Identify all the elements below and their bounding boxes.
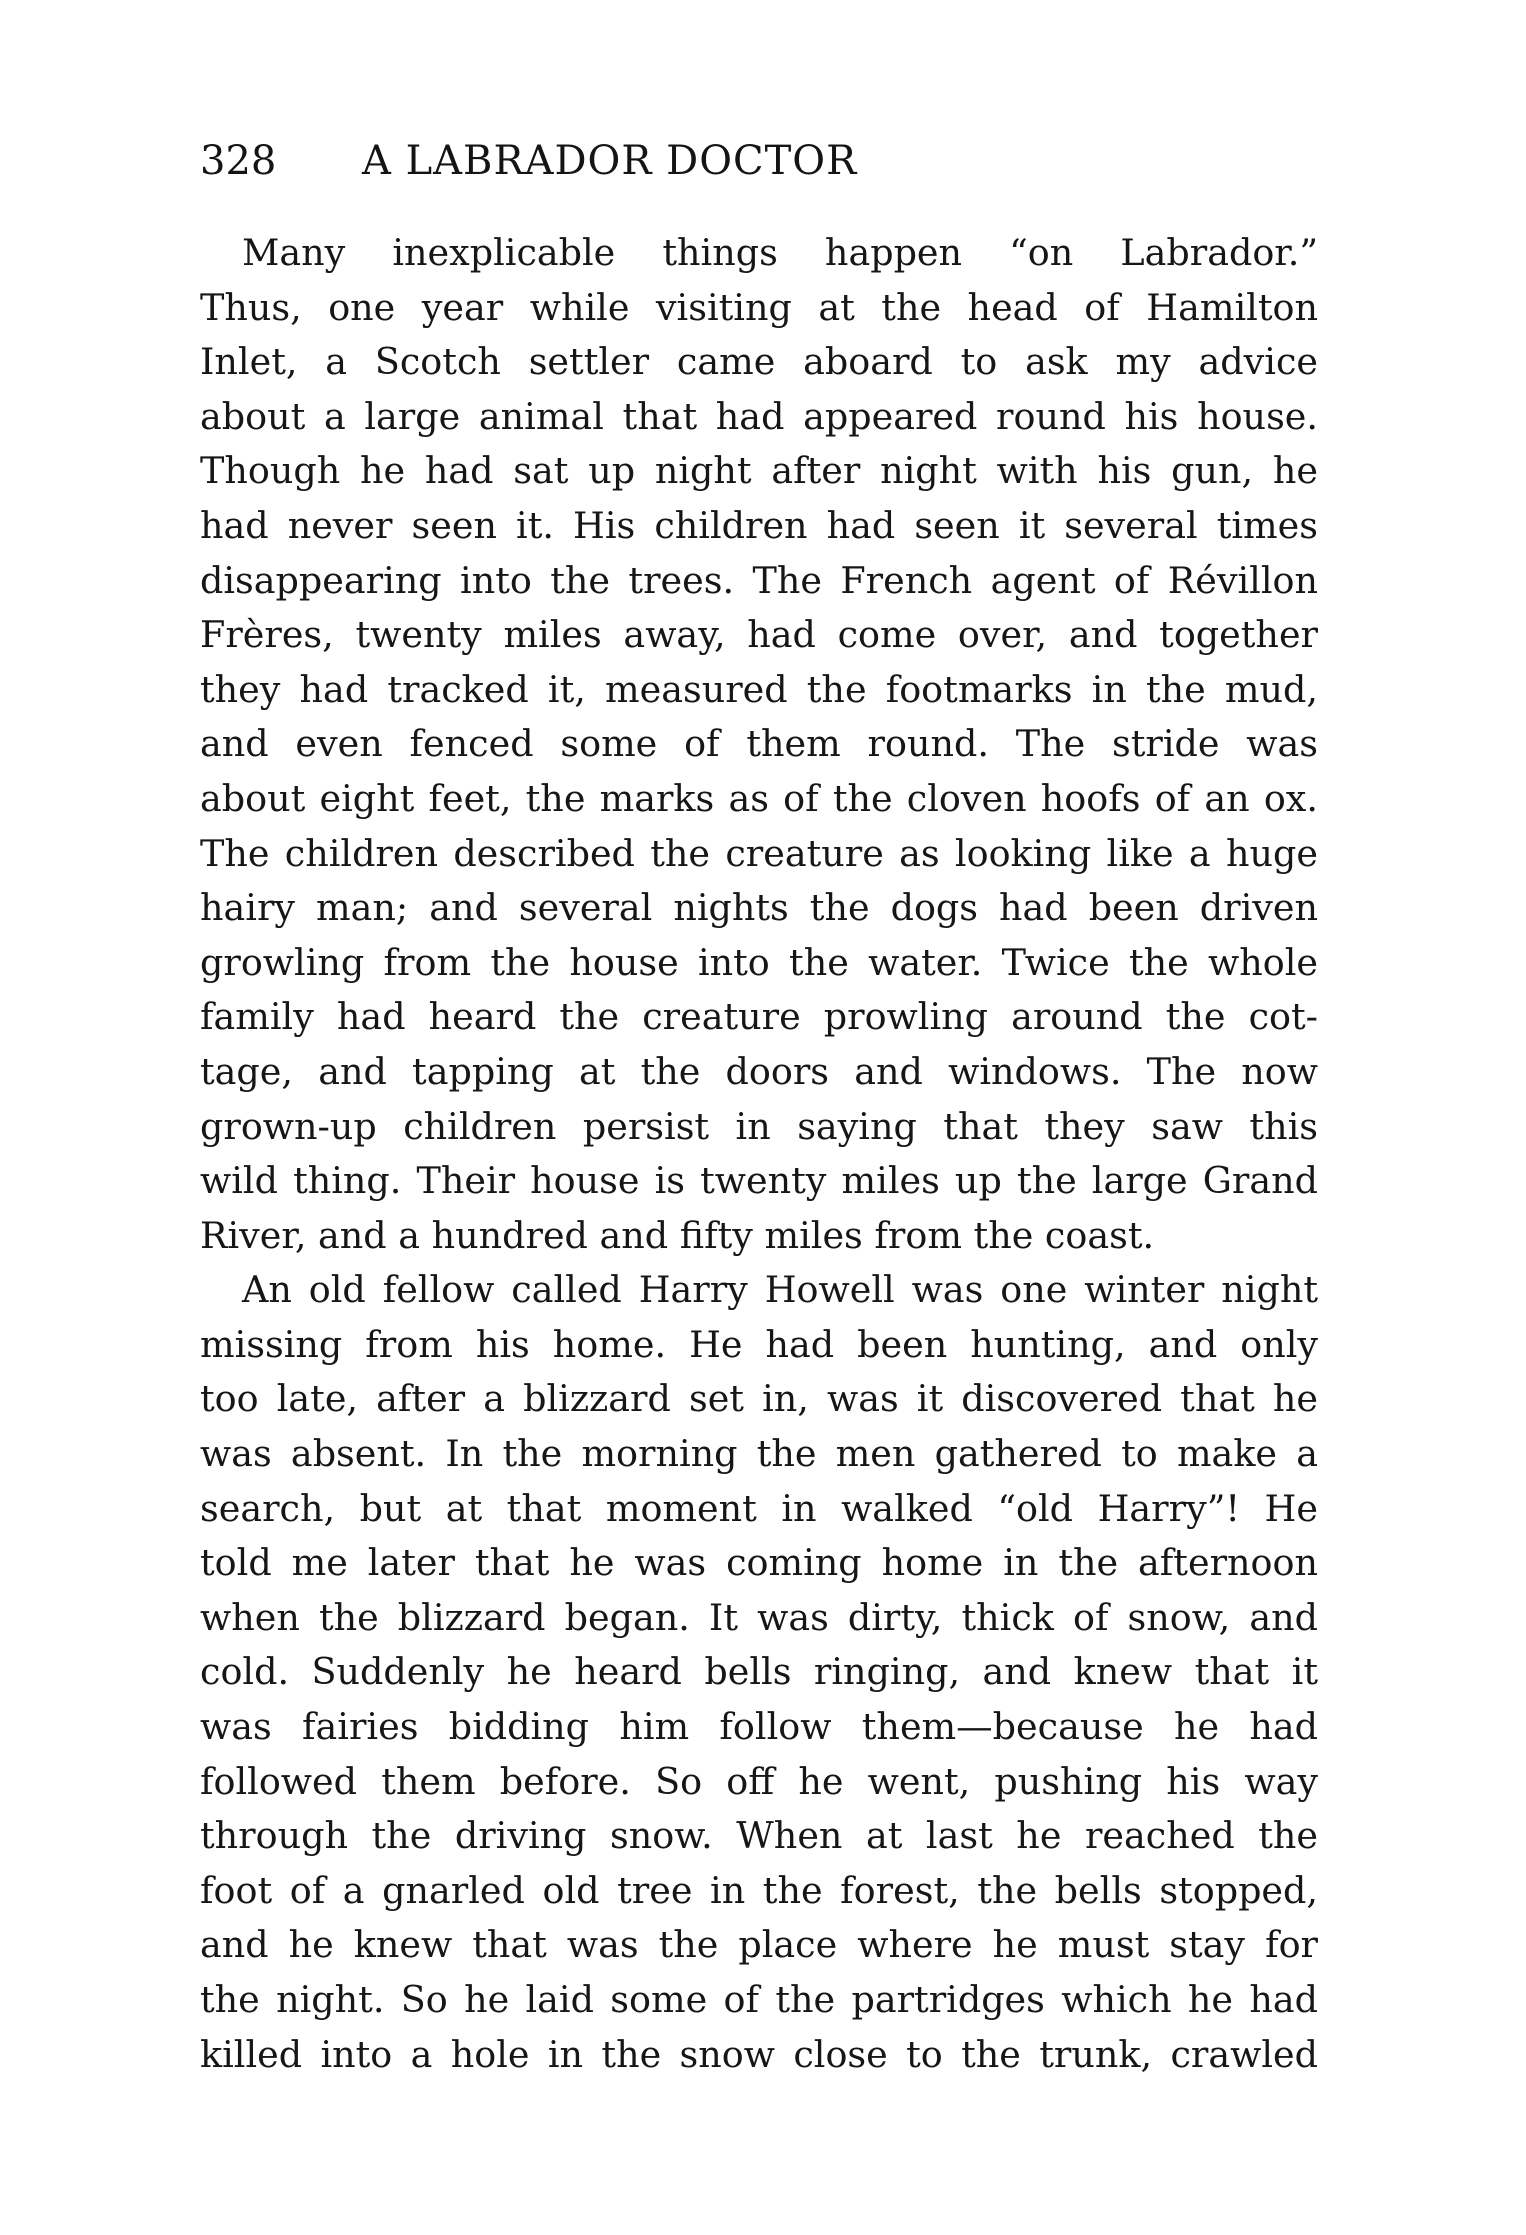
text-line: hairy man; and several nights the dogs had been driven — [200, 886, 1318, 930]
text-line: killed into a hole in the snow close to the trunk, crawled — [200, 2032, 1318, 2076]
text-line: Thus, one year while visiting at the head of Hamilton — [200, 285, 1318, 329]
text-line: grown-up children persist in saying that they saw this — [200, 1104, 1318, 1148]
text-line: search, but at that moment in walked “old Harry”! He — [200, 1486, 1318, 1530]
text-line: told me later that he was coming home in the afternoon — [200, 1541, 1318, 1585]
text-line: River, and a hundred and fifty miles from the coast. — [200, 1213, 1155, 1257]
text-line: Many inexplicable things happen “on Labrador.” — [242, 231, 1318, 274]
text-line: when the blizzard began. It was dirty, thick of snow, and — [200, 1595, 1318, 1639]
text-line: growling from the house into the water. Twice the whole — [200, 940, 1318, 984]
page-number: 328 — [200, 138, 277, 184]
text-line: the night. So he laid some of the partridges which he had — [200, 1978, 1318, 2021]
text-line: family had heard the creature prowling around the cot- — [200, 995, 1318, 1039]
text-line: they had tracked it, measured the footmarks in the mud, — [200, 667, 1318, 711]
text-line: An old fellow called Harry Howell was one winter night — [242, 1268, 1318, 1312]
text-line: had never seen it. His children had seen it several times — [200, 503, 1318, 547]
text-line: tage, and tapping at the doors and windows. The now — [200, 1049, 1318, 1093]
text-line: followed them before. So off he went, pushing his way — [200, 1759, 1318, 1803]
running-head: A LABRADOR DOCTOR — [362, 138, 858, 184]
text-line: The children described the creature as looking like a huge — [200, 831, 1318, 875]
text-line: missing from his home. He had been hunting, and only — [200, 1322, 1318, 1366]
text-line: Inlet, a Scotch settler came aboard to ask my advice — [200, 340, 1318, 384]
page-header — [200, 138, 1318, 198]
text-line: was fairies bidding him follow them—because he had — [200, 1705, 1318, 1749]
text-line: about eight feet, the marks as of the cloven hoofs of an ox. — [200, 776, 1318, 820]
text-line: was absent. In the morning the men gathered to make a — [200, 1432, 1318, 1476]
text-line: through the driving snow. When at last he reached the — [200, 1814, 1318, 1858]
paragraph — [200, 1263, 1318, 2082]
text-line: and he knew that was the place where he must stay for — [200, 1923, 1318, 1967]
text-line: and even fenced some of them round. The stride was — [200, 722, 1318, 766]
text-line: wild thing. Their house is twenty miles up the large Grand — [200, 1159, 1318, 1203]
text-line: too late, after a blizzard set in, was it discovered that he — [200, 1377, 1318, 1421]
text-line: Though he had sat up night after night with his gun, he — [200, 449, 1318, 493]
text-line: foot of a gnarled old tree in the forest, the bells stopped, — [200, 1868, 1318, 1912]
text-line: disappearing into the trees. The French agent of Révillon — [200, 558, 1318, 602]
text-line: about a large animal that had appeared round his house. — [200, 394, 1318, 438]
paragraph — [200, 226, 1318, 1263]
text-line: cold. Suddenly he heard bells ringing, and knew that it — [200, 1650, 1318, 1694]
text-line: Frères, twenty miles away, had come over, and together — [200, 613, 1318, 657]
body-text — [200, 226, 1318, 2082]
